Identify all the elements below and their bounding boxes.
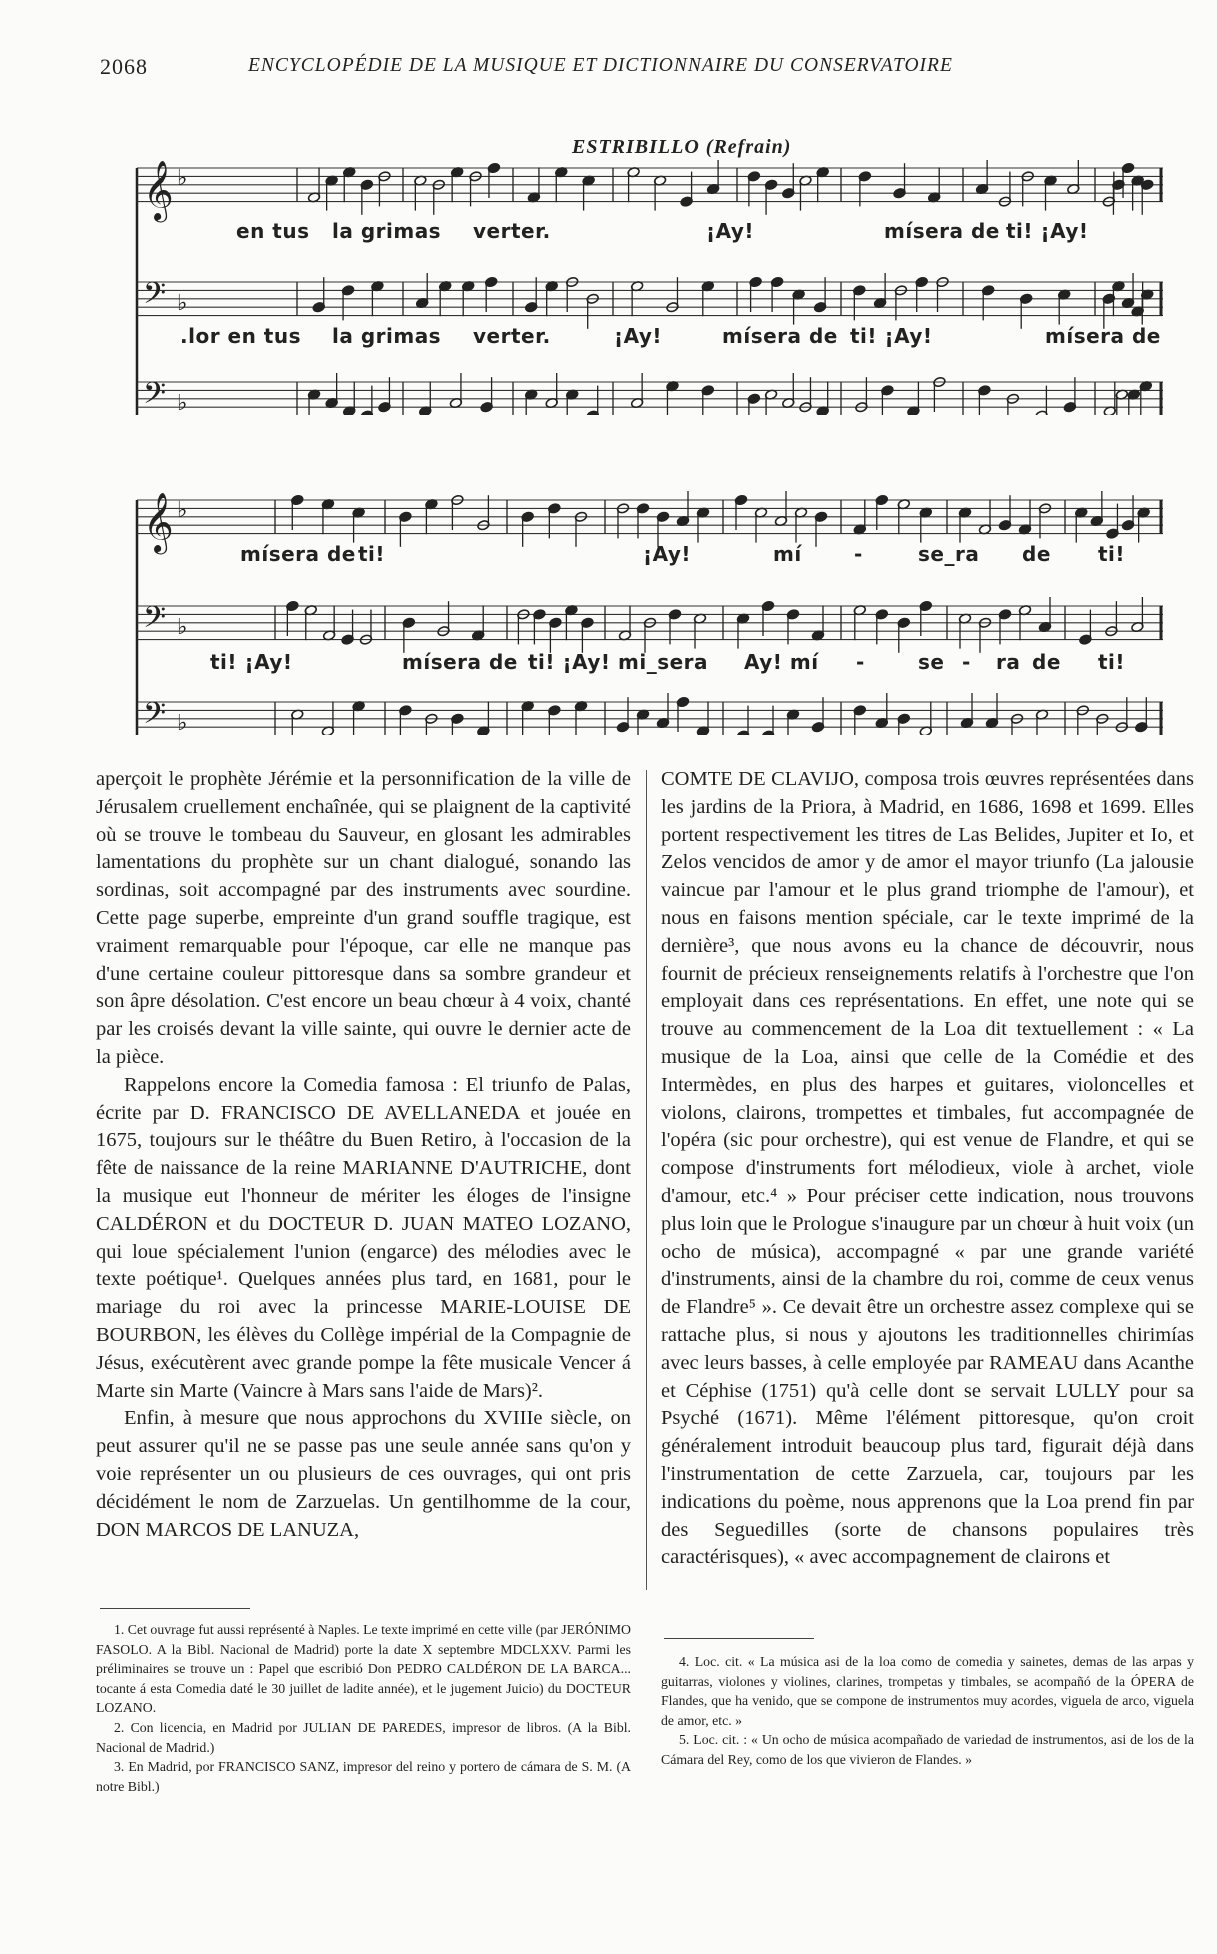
lyric: .lor en tus [180,324,301,348]
body-column-left [96,766,631,1544]
paragraph: Rappelons encore la Comedia famosa : El triunfo de Palas, écrite par D. FRANCISCO DE AVELLANEDA et jouée en 1675, toujours sur le théâtre du Buen Retiro, à l'occasion de la fête de naissance de la reine MARIANNE D'AUTRICHE, dont la musique eut l'honneur de mériter les éloges de l'insigne CALDÉRON et du DOCTEUR D. JUAN MATEO LOZANO, qui loue spécialement l'union (engarce) des mélodies avec le texte poétique¹. Quelques années plus tard, en 1681, pour le mariage du roi avec la princesse MARIE-LOUISE DE BOURBON, les élèves du Collège impérial de la Compagnie de Jésus, exécutèrent avec grande pompe la fête musicale Vencer á Marte sin Marte (Vaincre à Mars sans l'aide de Mars)². [96,1073,631,1402]
paragraph: COMTE DE CLAVIJO, composa trois œuvres représentées dans les jardins de la Priora, à Madrid, en 1686, 1698 et 1699. Elles portent respectivement les titres de Las Belides, Jupiter et Io, et Zelos vencidos de amor y de amor el mayor triunfo (La jalousie vaincue par l'amour et le plus grand triomphe de l'amour), et nous en faisons mention spéciale, car le texte imprimé de la dernière³, que nous avons eu la chance de découvrir, nous fournit de précieux renseignements relatifs à l'orchestre que l'on employait dans ces représentations. En effet, une note qui se trouve au commencement de la Loa dit textuellement : « La musique de la Loa, ainsi que celle de la Comédie et des Intermèdes, en plus des harpes et guitares, violoncelles et violons, clairons, trompettes et timbales, fut accompagnée de l'opéra (sic pour orchestre), qui est venue de Flandre, et qui se compose d'instruments fort mélodieux, viole à archet, viole d'amour, etc.⁴ » Pour préciser cette indication, nous trouvons plus loin que le Prologue s'inaugure par un chœur à huit voix (un ocho de música), accompagné « par une grande variété d'instruments, ainsi de la chambre du roi, comme de ceux venus de Flandre⁵ ». Ce devait être un orchestre assez complexe qui se rattache plus, si nous y ajoutons les traditionnelles chirimías avec leurs basses, à celle employée par RAMEAU dans Acanthe et Céphise (1751) qu'à celle dont se servait LULLY pour sa Psyché (1671). Même l'élément pittoresque, qu'on croit généralement introduit beaucoup plus tard, figurait déjà dans l'instrumentation de cette Zarzuela, car, toujours par les indications du poème, nous apprenons que la Loa prend fin par des Seguedilles (sorte de chansons populaires très caractérisques), « avec accompagnement de clairons et [661,768,1194,1569]
flat-icon: ♭ [177,711,188,735]
treble-clef-icon: 𝄞 [143,160,174,221]
flat-icon: ♭ [177,165,188,191]
lyric: se_ra [918,542,980,566]
footnote: 5. Loc. cit. : « Un ocho de música acompañado de variedad de instrumentos, asi de los de la Cámara del Rey, como de los que vivieron de Flandes. » [661,1732,1194,1767]
lyric: mísera de [722,324,838,348]
footnote: 3. En Madrid, por FRANCISCO SANZ, impresor del reino y portero de cámara de S. M. (A notre Bibl.) [96,1759,631,1794]
lyric: ti! [358,542,386,566]
lyric: verter. [473,219,551,243]
footnote: 2. Con licencia, en Madrid por JULIAN DE PAREDES, impresor de libros. (A la Bibl. Nacional de Madrid.) [96,1719,631,1755]
bass-clef-icon: 𝄢 [143,377,167,415]
lyric: de [1032,650,1061,674]
music-system-1 [135,160,1165,415]
staff [137,693,1163,735]
lyric: - [854,542,863,566]
lyric: ti! [1098,542,1126,566]
footnote-rule [100,1608,250,1609]
bass-clef-icon: 𝄢 [143,601,167,643]
lyric: la grimas [332,324,442,348]
lyric: mísera de [884,219,1000,243]
lyric: ti! ¡Ay! mi_sera [528,650,709,674]
paragraph: aperçoit le prophète Jérémie et la personnification de la ville de Jérusalem cruellement enchaînée, qui se plaignent de la captivité où se trouve le tombeau du Sauveur, en glosant les admirables lamentations du prophète sur un chant dialogué, sonando las sordinas, soit accompagné par des instruments avec sourdine. Cette page superbe, empreinte d'un grand souffle tragique, est vraiment remarquable pour l'époque, car elle ne manque pas d'une certaine couleur pittoresque dans sa sombre grandeur et son âpre désolation. C'est encore un beau chœur à 4 voix, chanté par les croisés devant la ville sainte, qui ouvre le dernier acte de la pièce. [96,768,631,1068]
footnote: 4. Loc. cit. « La música asi de la loa como de comedia y sainetes, demas de las arpas y guitarras, violones y violines, clarines, trompetas y timbales, se acompañó de la ÓPERA de Flandes, que ha venido, que se compone de instrumentos muy acordes, viguela de arco, viguela de amor, etc. » [661,1654,1194,1728]
footnotes-right [661,1652,1194,1770]
staff [137,597,1163,653]
lyric: ti! ¡Ay! [1006,219,1089,243]
lyric: mí [773,542,802,566]
flat-icon: ♭ [177,615,188,641]
lyric: ti! ¡Ay! [210,650,293,674]
page-number: 2068 [100,54,148,79]
lyric: ti! ¡Ay! [850,324,933,348]
staff [137,160,1163,223]
lyric: Ay! mí [744,650,819,674]
column-divider [646,770,647,1590]
staff-group-2 [135,480,1165,735]
lyric: mísera de [240,542,356,566]
lyric: en tus [236,219,310,243]
lyric: - [856,650,865,674]
lyric: de [1022,542,1051,566]
footnote-rule [664,1638,814,1639]
bass-clef-icon: 𝄢 [143,697,167,735]
lyric: mísera de [402,650,518,674]
section-title: ESTRIBILLO (Refrain) [572,136,792,158]
footnote: 1. Cet ouvrage fut aussi représenté à Naples. Le texte imprimé en cette ville (par JERÓNIMO FASOLO. A la Bibl. Nacional de Madrid) porte la date X septembre MDCLXXV. Parmi les préliminaires se trouve un : Papel que escribió Don PEDRO CALDÉRON DE LA BARCA... tocante á esta Comedia daté le 30 juillet de ladite année), et le jugement Juicio) du DOCTEUR LOZANO. [96,1622,631,1716]
footnotes-left [96,1620,631,1796]
lyric: ti! [1098,650,1126,674]
lyric: la grimas [332,219,442,243]
staff-group-1 [135,160,1165,415]
flat-icon: ♭ [177,291,188,317]
lyric: ¡Ay! [706,219,755,243]
staff [137,373,1163,415]
paragraph: Enfin, à mesure que nous approchons du XVIIIe siècle, on peut assurer qu'il ne se passe pas une seule année sans qu'on y voie représenter un ou plusieurs de ces ouvrages, qui ont pris décidément le nom de Zarzuelas. Un gentilhomme de la cour, DON MARCOS DE LANUZA, [96,1407,631,1541]
music-system-2 [135,480,1165,735]
treble-clef-icon: 𝄞 [143,492,174,553]
lyric: mísera de [1045,324,1161,348]
staff [137,273,1163,329]
lyric: - [962,650,971,674]
lyric: se [918,650,945,674]
running-title: ENCYCLOPÉDIE DE LA MUSIQUE ET DICTIONNAIRE DU CONSERVATOIRE [248,55,953,76]
lyric: ¡Ay! [614,324,663,348]
flat-icon: ♭ [177,391,188,415]
lyric: ¡Ay! [643,542,692,566]
lyric: ra [996,650,1021,674]
flat-icon: ♭ [177,497,188,523]
lyric: verter. [473,324,551,348]
body-column-right [661,766,1194,1572]
running-header [100,54,1135,84]
bass-clef-icon: 𝄢 [143,277,167,319]
